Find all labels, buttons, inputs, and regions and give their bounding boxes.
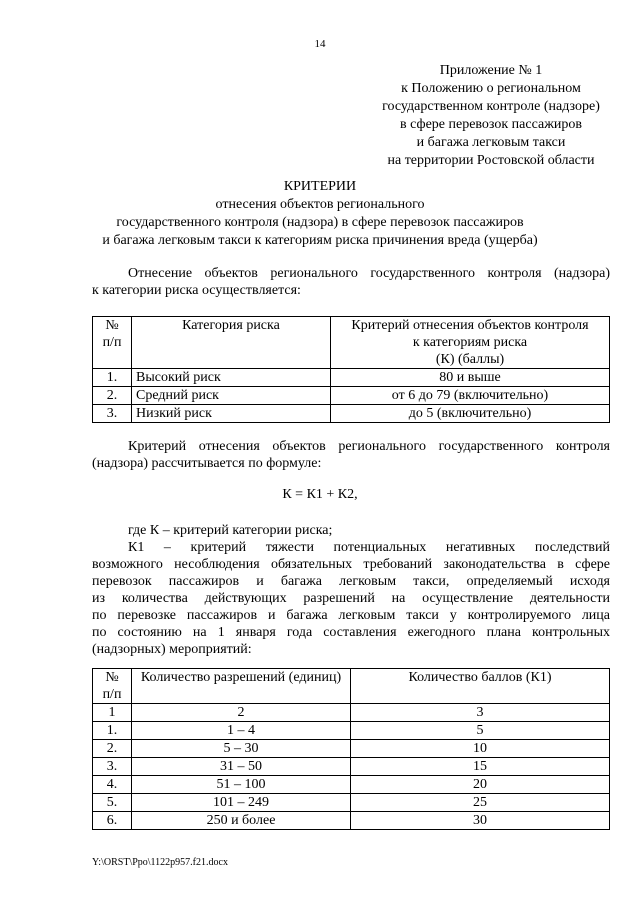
table-cell: 31 – 50 (132, 758, 351, 776)
table-cell: Высокий риск (132, 369, 331, 387)
criterion-line: (надзора) рассчитывается по формуле: (92, 456, 322, 471)
formula: К = К1 + К2, (282, 487, 358, 502)
k1-line: (надзорных) мероприятий: (92, 642, 252, 657)
document-title (0, 178, 640, 250)
title-line: и багажа легковым такси к категориям риска причинения вреда (ущерба) (102, 233, 538, 248)
table-cell: 2. (93, 740, 132, 758)
table-cell: до 5 (включительно) (331, 405, 610, 423)
table-cell: 1. (93, 722, 132, 740)
appendix-header (360, 62, 622, 170)
table-cell: 25 (351, 794, 610, 812)
table-cell: 20 (351, 776, 610, 794)
table-cell: 101 – 249 (132, 794, 351, 812)
permits-table (92, 668, 610, 830)
where-line: где К – критерий категории риска; (128, 523, 333, 538)
k1-line: из количества действующих разрешений на осуществление деятельности (92, 591, 610, 606)
risk-table (92, 316, 610, 423)
appendix-line: Приложение № 1 (439, 63, 543, 78)
title-line: отнесения объектов регионального (215, 197, 425, 212)
table-cell: 5 (351, 722, 610, 740)
table-header-row (93, 669, 610, 704)
header-cell: № п/п (93, 317, 132, 369)
table-cell: 2 (132, 704, 351, 722)
k1-line: по перевозке пассажиров и багажа легковым такси у контролируемого лица (92, 608, 610, 623)
table-row (93, 387, 610, 405)
file-path-footer: Y:\ORST\Ppo\1122p957.f21.docx (92, 857, 228, 868)
table-row (93, 405, 610, 423)
table-cell: Средний риск (132, 387, 331, 405)
intro-line: Отнесение объектов регионального государственного контроля (надзора) (128, 266, 610, 281)
table-cell: 1 (93, 704, 132, 722)
table-cell: 30 (351, 812, 610, 830)
table-cell: Низкий риск (132, 405, 331, 423)
table-row (93, 740, 610, 758)
table-cell: от 6 до 79 (включительно) (331, 387, 610, 405)
table-cell: 5. (93, 794, 132, 812)
table-row (93, 794, 610, 812)
table-cell: 5 – 30 (132, 740, 351, 758)
table-row (93, 704, 610, 722)
appendix-line: и багажа легковым такси (416, 135, 566, 150)
table-cell: 10 (351, 740, 610, 758)
table-cell: 3. (93, 405, 132, 423)
k1-paragraph (92, 522, 610, 658)
header-cell: Количество баллов (К1) (351, 669, 610, 704)
table-row (93, 722, 610, 740)
k1-line: по состоянию на 1 января года составления ежегодного плана контрольных (92, 625, 610, 640)
table-cell: 3 (351, 704, 610, 722)
appendix-line: к Положению о региональном (401, 81, 581, 96)
appendix-line: в сфере перевозок пассажиров (400, 117, 582, 132)
intro-line: к категории риска осуществляется: (92, 283, 301, 298)
header-cell: Критерий отнесения объектов контроля к категориям риска (К) (баллы) (331, 317, 610, 369)
table-cell: 6. (93, 812, 132, 830)
table-cell: 1. (93, 369, 132, 387)
criterion-line: Критерий отнесения объектов регионального государственного контроля (128, 439, 610, 454)
header-cell: Категория риска (132, 317, 331, 369)
table-row (93, 758, 610, 776)
table-cell: 3. (93, 758, 132, 776)
page-number: 14 (314, 38, 326, 50)
k1-line: возможного несоблюдения обязательных требований законодательства в сфере (92, 557, 610, 572)
intro-paragraph (92, 265, 610, 299)
table-cell: 250 и более (132, 812, 351, 830)
table-cell: 51 – 100 (132, 776, 351, 794)
table-cell: 2. (93, 387, 132, 405)
appendix-line: на территории Ростовской области (387, 153, 595, 168)
table-row (93, 812, 610, 830)
table-header-row (93, 317, 610, 369)
table-row (93, 369, 610, 387)
criterion-paragraph (92, 438, 610, 472)
k1-line: К1 – критерий тяжести потенциальных негативных последствий (128, 540, 610, 555)
header-cell: Количество разрешений (единиц) (132, 669, 351, 704)
table-cell: 4. (93, 776, 132, 794)
k1-line: перевозок пассажиров и багажа легковым такси, определяемый исходя (92, 574, 610, 589)
table-cell: 1 – 4 (132, 722, 351, 740)
header-cell: № п/п (93, 669, 132, 704)
table-cell: 80 и выше (331, 369, 610, 387)
appendix-line: государственном контроле (надзоре) (382, 99, 600, 114)
table-row (93, 776, 610, 794)
title-heading: КРИТЕРИИ (283, 179, 357, 194)
table-cell: 15 (351, 758, 610, 776)
title-line: государственного контроля (надзора) в сфере перевозок пассажиров (116, 215, 524, 230)
